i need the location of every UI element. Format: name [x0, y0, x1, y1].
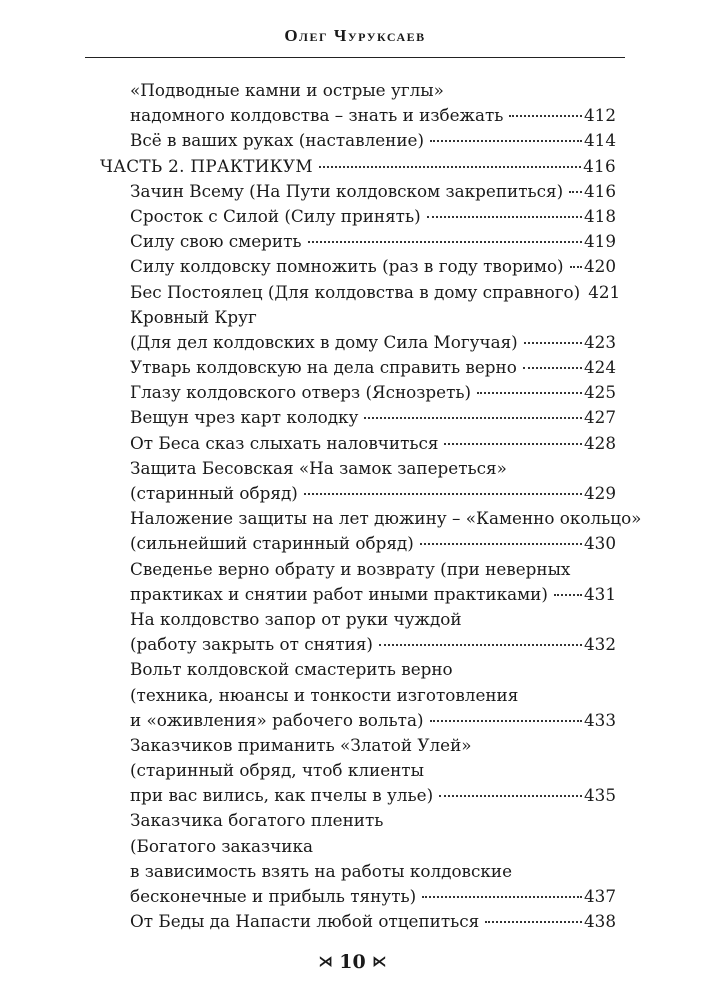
dot-leader: [554, 593, 582, 596]
toc-line: [100, 582, 616, 607]
toc-line: [100, 909, 616, 934]
toc-page-number: 419: [583, 231, 616, 252]
toc-entry: [100, 128, 616, 153]
toc-page-number: 416: [583, 155, 616, 176]
toc-entry-title: Вольт колдовской смастерить верно: [130, 659, 453, 680]
toc-line: [100, 405, 616, 430]
toc-page-number: 427: [583, 407, 616, 428]
toc-page-number: 429: [583, 483, 616, 503]
toc-line: [100, 103, 616, 128]
toc-entry-title: (старинный обряд, чтоб клиенты: [130, 760, 424, 781]
toc-entry: [100, 557, 616, 607]
toc-entry-title: Кровный Круг: [130, 306, 257, 327]
toc-line: [100, 154, 616, 179]
toc-line: [100, 456, 616, 481]
toc-entry: [100, 229, 616, 254]
toc-entry: [100, 355, 616, 380]
dot-leader: [364, 416, 582, 419]
toc-entry: [100, 78, 616, 128]
toc-page-number: 412: [583, 105, 616, 126]
toc-entry: [100, 431, 616, 456]
toc-line: [100, 884, 616, 909]
toc-entry: [100, 506, 642, 556]
toc-entry-title: На колдовство запор от руки чуждой: [130, 608, 462, 629]
dot-leader: [509, 114, 582, 117]
toc-line: [100, 632, 616, 657]
toc-entry: [100, 380, 616, 405]
dot-leader: [477, 391, 582, 394]
toc-line: [100, 859, 616, 884]
toc-entry-title: Защита Бесовская «На замок запереться»: [130, 457, 507, 478]
toc-page-number: 425: [583, 382, 616, 403]
dot-leader: [304, 492, 582, 495]
toc-line: [100, 330, 616, 355]
toc-line: [100, 531, 616, 556]
toc-line: [100, 254, 616, 279]
dot-leader: [570, 265, 582, 268]
table-of-contents: [100, 78, 642, 934]
toc-line: [100, 683, 616, 708]
toc-entry-title: (Для дел колдовских в дому Сила Могучая): [130, 331, 518, 352]
toc-page-number: 435: [583, 785, 616, 806]
toc-page-number: 431: [583, 583, 616, 604]
running-header-author: Олег Чуруксаев: [284, 26, 426, 45]
toc-page-number: 433: [583, 709, 616, 730]
toc-entry: [100, 405, 616, 430]
left-ornament-icon: ⋊: [318, 954, 333, 970]
toc-line: [100, 280, 621, 305]
dot-leader: [427, 215, 582, 218]
toc-line: [100, 481, 616, 506]
toc-page-number: 430: [583, 533, 616, 554]
toc-entry: [100, 204, 616, 229]
toc-entry-title: Силу свою смерить: [130, 231, 302, 252]
toc-line: [100, 355, 616, 380]
toc-entry: [100, 733, 616, 809]
toc-page-number: 418: [583, 205, 616, 226]
toc-entry: [100, 607, 616, 657]
toc-entry-title: Сросток с Силой (Силу принять): [130, 205, 421, 226]
toc-line: [100, 229, 616, 254]
toc-entry: [100, 305, 616, 355]
toc-entry-title: (техника, нюансы и тонкости изготовления: [130, 684, 519, 705]
toc-line: [100, 657, 616, 682]
toc-line: [100, 607, 616, 632]
dot-leader: [523, 366, 582, 369]
toc-entry-title: Глазу колдовского отверз (Яснозреть): [130, 382, 472, 403]
toc-entry: [100, 254, 616, 279]
toc-entry-title: Зачин Всему (На Пути колдовском закрепиться): [130, 180, 564, 201]
toc-line: [100, 305, 616, 330]
toc-line: [100, 204, 616, 229]
toc-page-number: 437: [583, 886, 616, 906]
toc-entry-title: От Беды да Напасти любой отцепиться: [130, 911, 480, 932]
toc-line: [100, 783, 616, 808]
toc-entry-title: Заказчика богатого пленить: [130, 810, 384, 831]
toc-line: [100, 733, 616, 758]
toc-entry-title: Сведенье верно обрату и возврату (при неверных: [130, 558, 571, 579]
dot-leader: [444, 442, 581, 445]
toc-page-number: 428: [583, 432, 616, 453]
toc-entry-title: бесконечные и прибыль тянуть): [130, 886, 417, 906]
dot-leader: [308, 240, 582, 243]
dot-leader: [485, 920, 582, 923]
toc-page-number: 423: [583, 331, 616, 352]
toc-entry-title: при вас вились, как пчелы в улье): [130, 785, 434, 806]
toc-entry-title: в зависимость взять на работы колдовские: [130, 860, 512, 881]
toc-entry-title: (старинный обряд): [130, 483, 298, 503]
toc-page-number: 414: [583, 130, 616, 151]
toc-page-number: 416: [583, 180, 616, 201]
right-ornament-icon: ⋉: [372, 954, 387, 970]
toc-entry-title: (Богатого заказчика: [130, 835, 313, 856]
toc-line: [100, 557, 616, 582]
dot-leader: [430, 139, 582, 142]
toc-page-number: 421: [588, 281, 621, 302]
dot-leader: [524, 341, 582, 344]
toc-page-number: 420: [583, 256, 616, 277]
toc-line: [100, 506, 642, 531]
toc-entry-title: практиках и снятии работ иными практиками): [130, 583, 548, 604]
toc-entry-title: От Беса сказ слыхать наловчиться: [130, 432, 439, 453]
toc-entry-title: Всё в ваших руках (наставление): [130, 130, 425, 151]
toc-line: [100, 708, 616, 733]
toc-line: [100, 834, 616, 859]
toc-entry-title: Силу колдовску помножить (раз в году творимо): [130, 256, 564, 277]
toc-entry-title: «Подводные камни и острые углы»: [130, 80, 444, 100]
toc-entry-title: (работу закрыть от снятия): [130, 634, 373, 655]
dot-leader: [422, 895, 582, 898]
toc-entry-title: ЧАСТЬ 2. ПРАКТИКУМ: [100, 155, 313, 176]
toc-entry-title: Наложение защиты на лет дюжину – «Каменно окольцо»: [130, 508, 642, 529]
toc-entry: [100, 280, 621, 305]
toc-entry: [100, 909, 616, 934]
dot-leader: [430, 719, 582, 722]
toc-page-number: 438: [583, 911, 616, 932]
toc-entry-title: (сильнейший старинный обряд): [130, 533, 414, 554]
dot-leader: [319, 165, 581, 168]
toc-entry-title: и «оживления» рабочего вольта): [130, 709, 424, 730]
toc-entry: [100, 808, 616, 909]
header-divider: [85, 57, 625, 58]
toc-line: [100, 758, 616, 783]
toc-line: [100, 179, 616, 204]
toc-line: [100, 380, 616, 405]
dot-leader: [569, 190, 582, 193]
dot-leader: [439, 794, 582, 797]
toc-entry-title: Бес Постоялец (Для колдовства в дому справного): [130, 281, 581, 302]
toc-entry-title: надомного колдовства – знать и избежать: [130, 105, 504, 126]
toc-line: [100, 431, 616, 456]
toc-entry-title: Утварь колдовскую на дела справить верно: [130, 357, 517, 378]
toc-entry: [100, 179, 616, 204]
toc-entry: [100, 657, 616, 733]
toc-line: [100, 808, 616, 833]
toc-page-number: 424: [583, 357, 616, 378]
page-footer: [0, 951, 705, 973]
toc-entry: [100, 456, 616, 506]
toc-part-heading: [100, 154, 616, 179]
dot-leader: [420, 542, 582, 545]
page-number: 10: [339, 951, 366, 973]
toc-entry-title: Вещун чрез карт колодку: [130, 407, 359, 428]
toc-entry-title: Заказчиков приманить «Златой Улей»: [130, 734, 472, 755]
toc-line: [100, 78, 616, 103]
toc-line: [100, 128, 616, 153]
dot-leader: [379, 643, 582, 646]
toc-page-number: 432: [583, 634, 616, 655]
